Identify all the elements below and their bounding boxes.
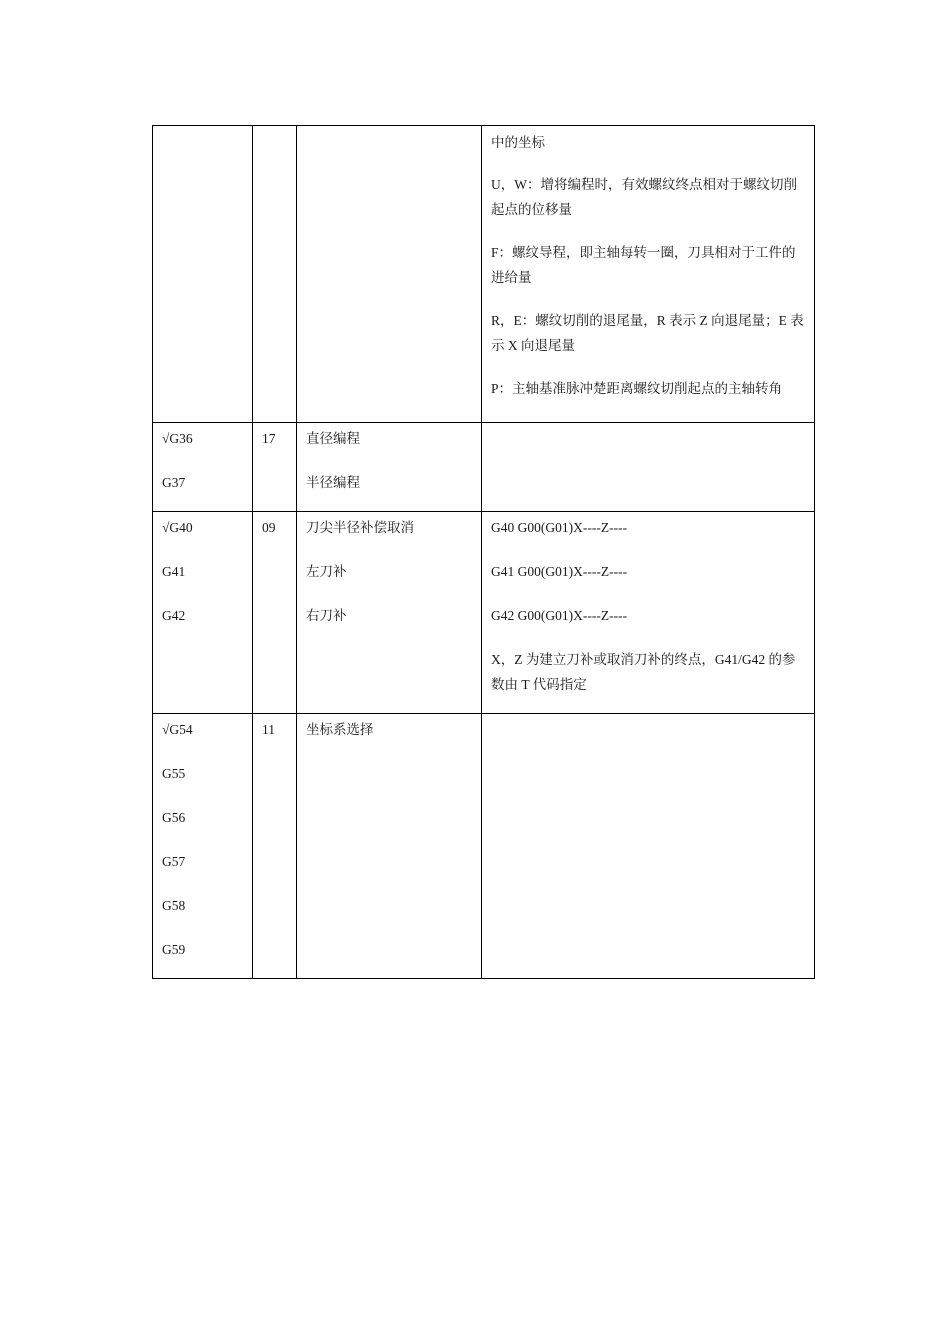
gcode-label: G37 <box>162 475 186 490</box>
gcode-label: √G54 <box>162 722 193 737</box>
gcode-label: G41 <box>162 564 186 579</box>
group-number: 11 <box>262 722 275 737</box>
group-cell <box>253 423 297 512</box>
group-cell <box>253 126 297 423</box>
notes-cell <box>482 423 815 512</box>
function-text: 半径编程 <box>306 475 360 490</box>
code-cell <box>153 512 253 714</box>
gcode-label: G55 <box>162 766 186 781</box>
code-cell <box>153 423 253 512</box>
group-cell <box>253 714 297 979</box>
note-text: F：螺纹导程，即主轴每转一圈，刀具相对于工件的进给量 <box>491 245 796 285</box>
note-text: U，W：增将编程时，有效螺纹终点相对于螺纹切削起点的位移量 <box>491 177 797 217</box>
note-text: G40 G00(G01)X----Z---- <box>491 520 628 535</box>
notes-cell <box>482 714 815 979</box>
group-number: 17 <box>262 431 276 446</box>
code-cell <box>153 126 253 423</box>
note-text: R，E：螺纹切削的退尾量，R 表示 Z 向退尾量；E 表示 X 向退尾量 <box>491 313 804 353</box>
table-row <box>153 714 815 979</box>
gcode-table <box>152 125 815 979</box>
gcode-label: G59 <box>162 942 186 957</box>
function-cell <box>297 126 482 423</box>
notes-cell <box>482 512 815 714</box>
group-number: 09 <box>262 520 276 535</box>
group-cell <box>253 512 297 714</box>
note-text: G41 G00(G01)X----Z---- <box>491 564 628 579</box>
gcode-label: G58 <box>162 898 186 913</box>
notes-cell <box>482 126 815 423</box>
table-row <box>153 126 815 423</box>
table-row <box>153 423 815 512</box>
gcode-label: √G40 <box>162 520 193 535</box>
code-cell <box>153 714 253 979</box>
function-text: 坐标系选择 <box>306 722 374 737</box>
table-row <box>153 512 815 714</box>
gcode-label: √G36 <box>162 431 193 446</box>
note-text: X，Z 为建立刀补或取消刀补的终点，G41/G42 的参数由 T 代码指定 <box>491 652 796 692</box>
gcode-label: G57 <box>162 854 186 869</box>
function-text: 右刀补 <box>306 608 347 623</box>
gcode-label: G42 <box>162 608 186 623</box>
function-cell <box>297 714 482 979</box>
note-text: G42 G00(G01)X----Z---- <box>491 608 628 623</box>
function-cell <box>297 423 482 512</box>
function-cell <box>297 512 482 714</box>
function-text: 直径编程 <box>306 431 360 446</box>
note-text: 中的坐标 <box>491 135 545 150</box>
function-text: 左刀补 <box>306 564 347 579</box>
function-text: 刀尖半径补偿取消 <box>306 520 414 535</box>
gcode-label: G56 <box>162 810 186 825</box>
note-text: P：主轴基准脉冲楚距离螺纹切削起点的主轴转角 <box>491 381 783 396</box>
